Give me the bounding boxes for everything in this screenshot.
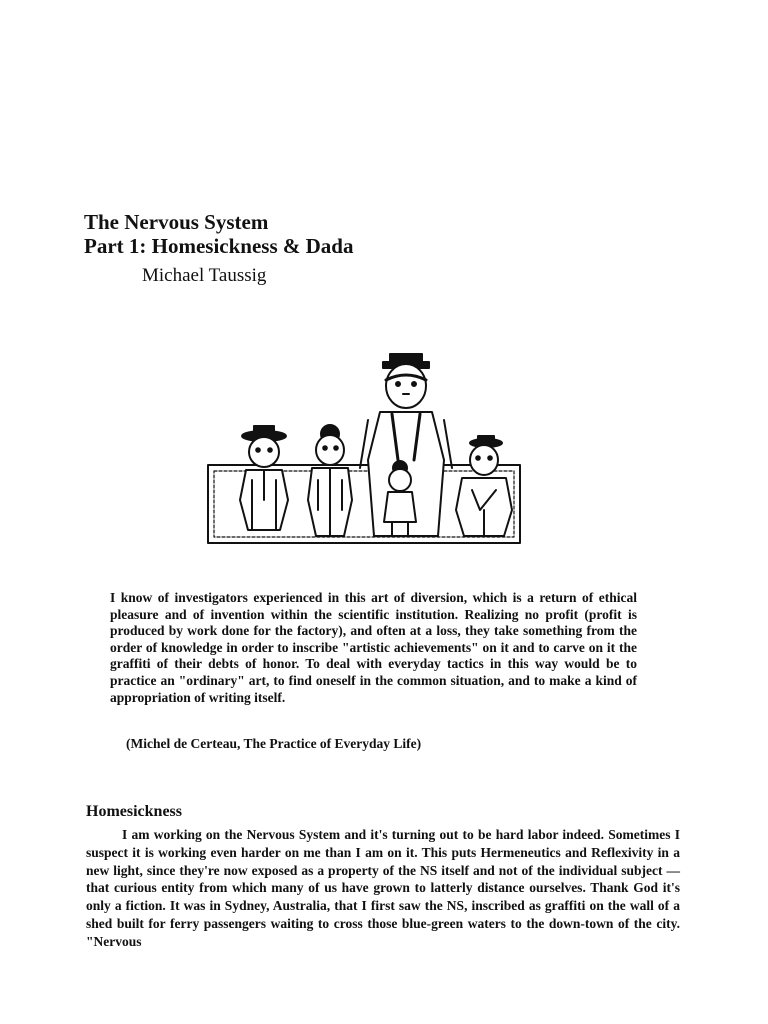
section-heading: Homesickness	[86, 803, 182, 820]
left-hat-figure	[240, 426, 288, 530]
epigraph-text: I know of investigators experienced in this art of diversion, which is a return of ethical pleasure and of invention within the scientific institution. Realizing no profit (profit is produced by work done for the factory), and often at a loss, they take something from the order of knowledge in order to inscribe "artistic achievements" on it and to carve on it the graffiti of their debts of honor. To deal with everyday tactics in this way would be to practice an "ordinary" art, to find oneself in the common situation, and to make a kind of appropriation of writing itself.	[110, 590, 637, 705]
section-body	[86, 826, 680, 951]
right-hat-figure	[456, 436, 512, 536]
second-figure	[308, 425, 352, 536]
author-name: Michael Taussig	[142, 265, 267, 286]
title-line-2: Part 1: Homesickness & Dada	[84, 234, 354, 258]
folk-art-figure-illustration	[200, 350, 530, 555]
epigraph-quote	[110, 590, 637, 706]
paper-title	[84, 210, 353, 258]
title-line-1: The Nervous System	[84, 210, 269, 234]
epigraph-citation: (Michel de Certeau, The Practice of Everyday Life)	[126, 736, 422, 751]
body-paragraph: I am working on the Nervous System and it's turning out to be hard labor indeed. Sometimes I suspect it is working even harder on me than I am on it. This puts Hermeneutics and Reflexivity in a new light, since they're now exposed as a property of the NS itself and not of the individual subject — that curious entity from which many of us have grown to latterly distance ourselves. Thank God it's only a fiction. It was in Sydney, Australia, that I first saw the NS, inscribed as graffiti on the wall of a shed built for ferry passengers waiting to cross those blue-green waters to the down-town of the city. "Nervous	[86, 827, 680, 949]
